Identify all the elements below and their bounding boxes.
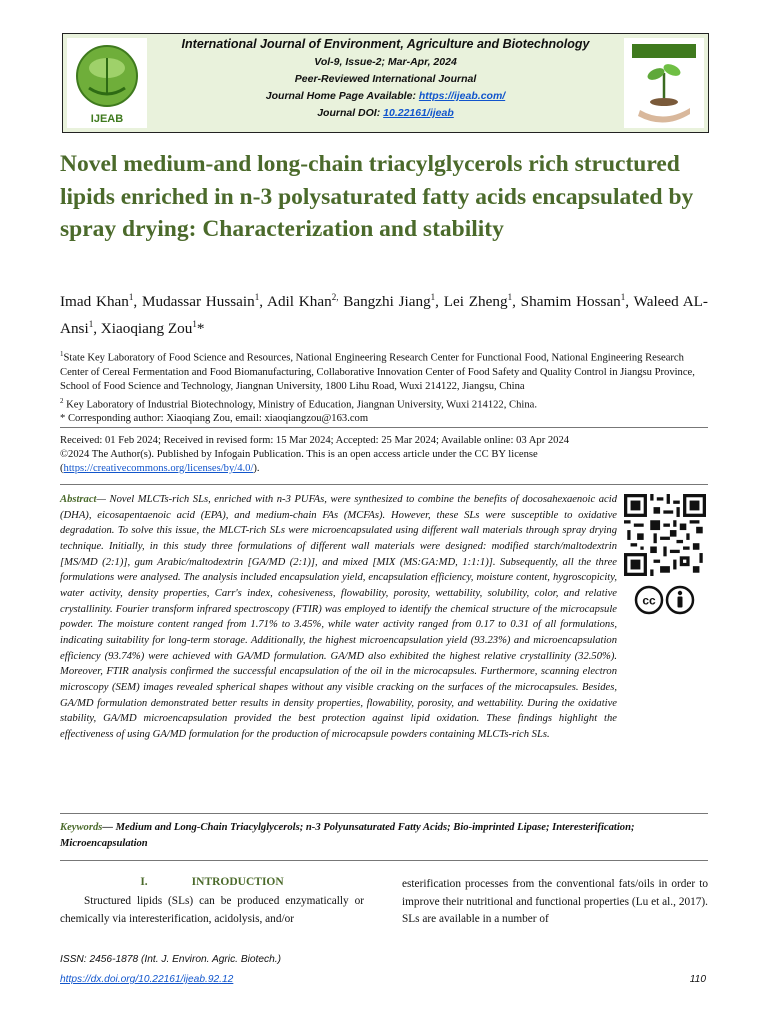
author: Lei Zheng$^1$, bbox=[443, 292, 521, 311]
author: Mudassar Hussain$^1$, bbox=[141, 292, 267, 311]
keywords: Keywords— Medium and Long-Chain Triacylglycerols; n-3 Polyunsaturated Fatty Acids; Bio-imprinted Lipase; Interesterification; Microencapsulation bbox=[60, 822, 635, 849]
author: Bangzhi Jiang$^1$, bbox=[343, 292, 444, 311]
section-heading bbox=[60, 876, 364, 888]
journal-doi-link[interactable]: 10.22161/ijeab bbox=[383, 107, 454, 119]
intro-left-column: Structured lipids (SLs) can be produced enzymatically or chemically via interesterification, acidolysis, and/or bbox=[60, 895, 364, 925]
qr-code[interactable] bbox=[624, 494, 706, 576]
author: Xiaoqiang Zou$^1$* bbox=[100, 319, 205, 338]
journal-review: Peer-Reviewed International Journal bbox=[294, 73, 477, 85]
divider bbox=[60, 813, 708, 814]
license-link[interactable]: https://creativecommons.org/licenses/by/4.0/ bbox=[63, 463, 254, 474]
journal-logo bbox=[67, 38, 147, 128]
intro-right-column: esterification processes from the conventional fats/oils in order to improve their nutritional and functional properties (Lu et al., 2017). SLs are available in a number of bbox=[402, 878, 708, 925]
page-number: 110 bbox=[689, 974, 706, 985]
cc-by-license-icon[interactable] bbox=[634, 585, 696, 615]
author: Imad Khan$^1$, bbox=[60, 292, 142, 311]
affiliation: $^2$ Key Laboratory of Industrial Biotechnology, Ministry of Education, Jiangnan University, Wuxi 214122, China. bbox=[60, 396, 537, 411]
author: Waleed AL-Ansi$^1$, bbox=[60, 293, 708, 338]
abstract-text: Novel MLCTs-rich SLs, enriched with n-3 PUFAs, were synthesized to combine the benefits of docosahexaenoic acid (DHA), eicosapentaenoic acid (EPA), and medium-chain FAs (MCFAs). However, these SLs were susceptible to oxidative degradation. To solve this issue, the MLCT-rich SLs were microencapsulated using different wall materials through spray drying technique. Initially, in this study three formulations of different wall materials were designed: modified starch/maltodextrin [MS/MD (2:1)], gum Arabic/maltodextrin [GA/MD (2:1)], and mixed [MIX (MS:GA:MD, 1:1:1)]. Subsequently, all the three formulations were analysed. The analysis included encapsulation yield, encapsulation efficiency, moisture content, hygroscopicity, water activity, density properties, Carr's index, cohesiveness, flowability, porosity, wettability, solubility, color, and relative crystallinity. Fourier transform infrared spectroscopy (FTIR) was employed to identify the chemical structure of the microcapsule powder. The moisture content ranged from 1.71% to 3.45%, while water activity ranged from 0.17 to 0.31 of all formulations, indicating suitability for long-term storage. Additionally, the highest microencapsulation yield (93.23%) and microencapsulation efficiency (93.74%) were achieved with GA/MD formulation. GA/MD also exhibited the highest relative crystallinity (32.50%). Moreover, FTIR analysis confirmed the successful encapsulation of the oil in the microcapsules. Furthermore, scanning electron microscopy (SEM) images revealed spherical shapes without any visible cracking on the surfaces of the microcapsules. Besides, GA/MD formulation demonstrated better results in density properties, flowability, porosity, and wettability. During the oxidative stability, GA/MD microencapsulation provided the best protection against lipid oxidation. These findings highlight the effectiveness of using GA/MD formulation for the production of microcapsule powders containing MLCTs-rich SLs. bbox=[60, 494, 617, 740]
journal-volume: Vol-9, Issue-2; Mar-Apr, 2024 bbox=[314, 56, 457, 68]
keywords-text: Medium and Long-Chain Triacylglycerols; n-3 Polyunsaturated Fatty Acids; Bio-imprinted Lipase; Interesterification; Microencapsulation bbox=[60, 822, 635, 849]
received-dates: Received: 01 Feb 2024; Received in revised form: 15 Mar 2024; Accepted: 25 Mar 2024; Available online: 03 Apr 2024 bbox=[60, 435, 570, 446]
divider bbox=[60, 484, 708, 485]
section-number: I. bbox=[140, 876, 148, 888]
divider bbox=[60, 860, 708, 861]
abstract: Abstract— Novel MLCTs-rich SLs, enriched with n-3 PUFAs, were synthesized to combine the benefits of docosahexaenoic acid (DHA), eicosapentaenoic acid (EPA), and medium-chain FAs (MCFAs). However, these SLs were susceptible to oxidative degradation. To solve this issue, the MLCT-rich SLs were microencapsulated using different wall materials through spray drying technique. Initially, in this study three formulations of different wall materials were designed: modified starch/maltodextrin [MS/MD (2:1)], gum Arabic/maltodextrin [GA/MD (2:1)], and mixed [MIX (MS:GA:MD, 1:1:1)]. Subsequently, all the three formulations were analysed. The analysis included encapsulation yield, encapsulation efficiency, moisture content, hygroscopicity, water activity, density properties, Carr's index, cohesiveness, flowability, porosity, wettability, solubility, color, and relative crystallinity. Fourier transform infrared spectroscopy (FTIR) was employed to identify the chemical structure of the microcapsule powder. The moisture content ranged from 1.71% to 3.45%, while water activity ranged from 0.17 to 0.31 of all formulations, indicating suitability for long-term storage. Additionally, the highest microencapsulation yield (93.23%) and microencapsulation efficiency (93.74%) were achieved with GA/MD formulation. GA/MD also exhibited the highest relative crystallinity (32.50%). Moreover, FTIR analysis confirmed the successful encapsulation of the oil in the microcapsules. Furthermore, scanning electron microscopy (SEM) images revealed spherical shapes without any visible cracking on the surfaces of the microcapsules. Besides, GA/MD formulation demonstrated better results in density properties, flowability, porosity, and wettability. During the oxidative stability, GA/MD microencapsulation provided the best protection against lipid oxidation. These findings highlight the effectiveness of using GA/MD formulation for the production of microcapsule powders containing MLCTs-rich SLs. bbox=[60, 494, 617, 740]
paper-title: Novel medium-and long-chain triacylglycerols rich structured lipids enriched in n-3 polysaturated fatty acids encapsulated by spray drying: Characterization and stability bbox=[60, 151, 694, 242]
corresponding-author: * Corresponding author: Xiaoqiang Zou, email: xiaoqiangzou@163.com bbox=[60, 413, 369, 425]
issn: ISSN: 2456-1878 (Int. J. Environ. Agric. Biotech.) bbox=[60, 954, 282, 965]
plant-hand-image bbox=[624, 38, 704, 128]
author-list bbox=[60, 286, 708, 340]
divider bbox=[60, 427, 708, 428]
section-title: INTRODUCTION bbox=[191, 876, 284, 888]
affiliation: $^1$State Key Laboratory of Food Science and Resources, National Engineering Research Center for Functional Food, National Engineering Research Center of Cereal Fermentation and Food Biomanufacturing, Collaborative Innovation Center of Food Safety and Quality Control in Jiangsu Province, School of Food Science and Technology, Jiangnan University, 1800 Lihu Road, Wuxi 214122, Jiangsu, China bbox=[60, 350, 695, 392]
article-dates: Received: 01 Feb 2024; Received in revised form: 15 Mar 2024; Accepted: 25 Mar 2024; Available online: 03 Apr 2024 ©2024 The Author(s). Published by Infogain Publication. This is an open access article under the CC BY license (https://creativecommons.org/licenses/by/4.0/). bbox=[60, 434, 708, 476]
journal-homepage: Journal Home Page Available: https://ijeab.com/ bbox=[265, 90, 506, 102]
logo-text: IJEAB bbox=[90, 113, 124, 125]
cc-label: cc bbox=[642, 593, 656, 608]
article-doi-link[interactable]: https://dx.doi.org/10.22161/ijeab.92.12 bbox=[60, 974, 234, 985]
homepage-link[interactable]: https://ijeab.com/ bbox=[418, 90, 506, 102]
affiliations bbox=[60, 347, 708, 426]
author: Shamim Hossan$^1$, bbox=[520, 292, 634, 311]
keywords-label: Keywords bbox=[60, 822, 103, 833]
journal-name: International Journal of Environment, Agriculture and Biotechnology bbox=[181, 37, 590, 51]
abstract-label: Abstract bbox=[60, 494, 97, 505]
author: Adil Khan$^{2,}$ bbox=[267, 292, 339, 311]
license-text: ©2024 The Author(s). Published by Infogain Publication. This is an open access article under the CC BY license bbox=[60, 449, 538, 460]
journal-header bbox=[62, 33, 709, 133]
journal-doi: Journal DOI: 10.22161/ijeab bbox=[317, 107, 454, 119]
